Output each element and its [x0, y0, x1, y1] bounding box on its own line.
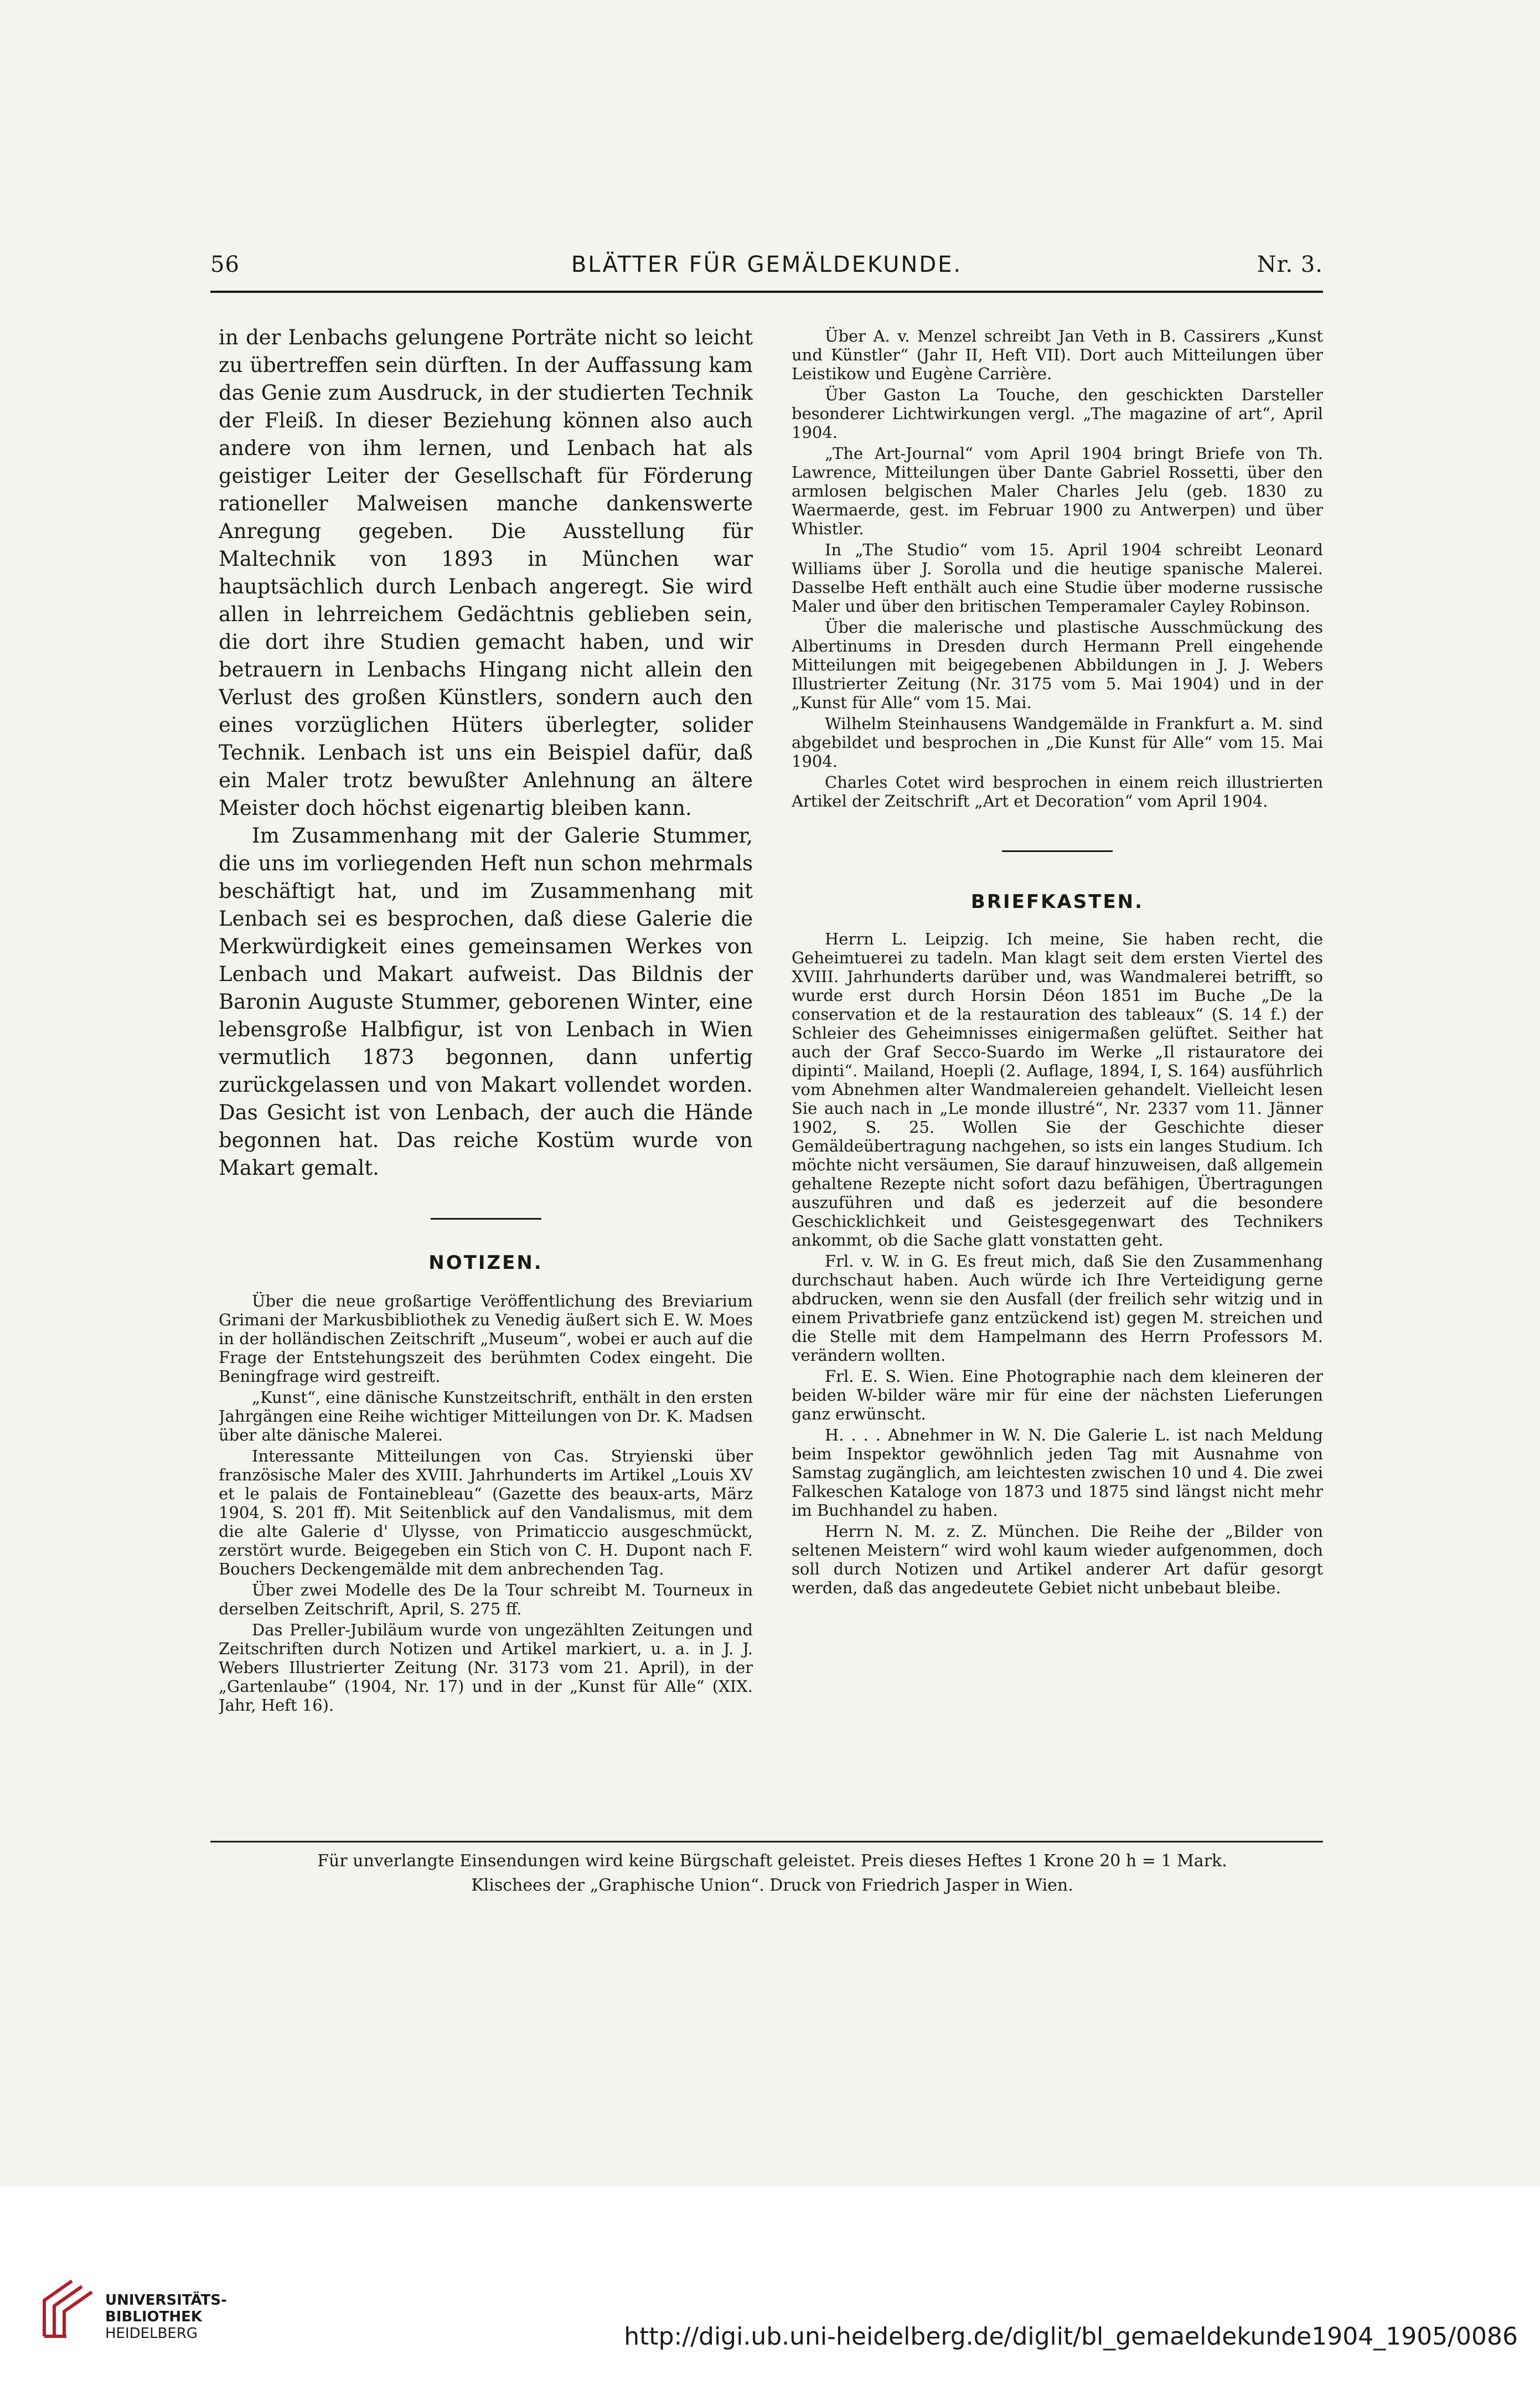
- permalink-url[interactable]: http://digi.ub.uni-heidelberg.de/diglit/bl_gemaeldekunde1904_1905/0086: [624, 2322, 1518, 2351]
- article-paragraph: Im Zusammenhang mit der Galerie Stummer, die uns im vorliegenden Heft nun schon mehrmals beschäftigt hat, und im Zusammenhang mit Lenbach sei es besprochen, daß diese Galerie die Merkwürdigkeit eines gemeinsamen Werkes von Lenbach und Makart aufweist. Das Bildnis der Baronin Auguste Stummer, geborenen Winter, eine lebensgroße Halbfigur, ist von Lenbach in Wien vermutlich 1873 begonnen, dann unfertig zurückgelassen und von Makart vollendet worden. Das Gesicht ist von Lenbach, der auch die Hände begonnen hat. Das reiche Kostüm wurde von Makart gemalt.: [219, 824, 753, 1180]
- running-header: [210, 252, 1323, 285]
- section-divider: [1002, 850, 1113, 852]
- main-article-text: [219, 324, 753, 1182]
- notiz-paragraph: Über die neue großartige Veröffentlichung des Breviarium Grimani der Markusbibliothek zu Venedig äußert sich E. W. Moes in der holländischen Zeitschrift „Museum“, wobei er auch auf die Frage der Entstehungszeit des berühmten Codex eingeht. Die Beningfrage wird gestreift.: [219, 1292, 753, 1386]
- note-paragraph: Über die malerische und plastische Ausschmückung des Albertinums in Dresden durch Hermann Prell eingehende Mitteilungen mit beigegebenen Abbildungen in J. J. Webers Illustrierter Zeitung (Nr. 3175 vom 5. Mai 1904) und in der „Kunst für Alle“ vom 15. Mai.: [792, 618, 1323, 712]
- imprint-line: Klischees der „Graphische Union“. Druck von Friedrich Jasper in Wien.: [471, 1876, 1073, 1895]
- viewer-bottom-bar: [0, 2187, 1540, 2385]
- letter-paragraph: Frl. E. S. Wien. Eine Photographie nach dem kleineren der beiden W-bilder wäre mir für eine der nächsten Lieferungen ganz erwünscht.: [792, 1367, 1323, 1423]
- library-logo-icon: [33, 2275, 100, 2342]
- library-line: HEIDELBERG: [105, 2325, 198, 2342]
- note-paragraph: Über A. v. Menzel schreibt Jan Veth in B. Cassirers „Kunst und Künstler“ (Jahr II, Heft VII). Dort auch Mitteilungen über Leistikow und Eugène Carrière.: [792, 327, 1323, 383]
- note-paragraph: In „The Studio“ vom 15. April 1904 schreibt Leonard Williams über J. Sorolla und die heutige spanische Malerei. Dasselbe Heft enthält auch eine Studie über moderne russische Maler und über den britischen Temperamaler Cayley Robinson.: [792, 540, 1323, 616]
- briefkasten-text: [792, 930, 1323, 1597]
- note-paragraph: „The Art-Journal“ vom April 1904 bringt Briefe von Th. Lawrence, Mitteilungen über Dante Gabriel Rossetti, über den armlosen belgischen Maler Charles Jelu (geb. 1830 zu Waermaerde, gest. im Februar 1900 zu Antwerpen) und über Whistler.: [792, 444, 1323, 538]
- left-column: [219, 324, 753, 1819]
- notiz-paragraph: „Kunst“, eine dänische Kunstzeitschrift, enthält in den ersten Jahrgängen eine Reihe wichtiger Mitteilungen von Dr. K. Madsen über alte dänische Malerei.: [219, 1388, 753, 1444]
- imprint-line: Für unverlangte Einsendungen wird keine Bürgschaft geleistet. Preis dieses Heftes 1 Krone 20 h = 1 Mark.: [317, 1851, 1227, 1871]
- header-rule: [210, 291, 1323, 293]
- note-paragraph: Über Gaston La Touche, den geschickten Darsteller besonderer Lichtwirkungen vergl. „The magazine of art“, April 1904.: [792, 385, 1323, 442]
- issue-number: Nr. 3.: [1257, 252, 1323, 277]
- note-paragraph: Charles Cotet wird besprochen in einem reich illustrierten Artikel der Zeitschrift „Art et Decoration“ vom April 1904.: [792, 773, 1323, 811]
- journal-title: BLÄTTER FÜR GEMÄLDEKUNDE.: [571, 252, 963, 277]
- letter-paragraph: H. . . . Abnehmer in W. N. Die Galerie L. ist nach Meldung beim Inspektor gewöhnlich jeden Tag mit Ausnahme von Samstag zugänglich, am leichtesten zwischen 10 und 4. Die zwei Falkeschen Kataloge von 1873 und 1875 sind längst nicht mehr im Buchhandel zu haben.: [792, 1426, 1323, 1520]
- notiz-paragraph: Das Preller-Jubiläum wurde von ungezählten Zeitungen und Zeitschriften durch Notizen und Artikel markiert, u. a. in J. J. Webers Illustrierter Zeitung (Nr. 3173 vom 21. April), in der „Gartenlaube“ (1904, Nr. 17) und in der „Kunst für Alle“ (XIX. Jahr, Heft 16).: [219, 1620, 753, 1715]
- notizen-title: NOTIZEN.: [428, 1252, 543, 1274]
- notiz-paragraph: Über zwei Modelle des De la Tour schreibt M. Tourneux in derselben Zeitschrift, April, S. 275 ff.: [219, 1581, 753, 1618]
- briefkasten-title: BRIEFKASTEN.: [970, 891, 1144, 913]
- library-line: BIBLIOTHEK: [105, 2309, 203, 2325]
- letter-paragraph: Frl. v. W. in G. Es freut mich, daß Sie den Zusammenhang durchschaut haben. Auch würde ich Ihre Verteidigung gerne abdrucken, wenn sie den Ausfall (der freilich sehr witzig und in einem Privatbriefe ganz entzückend ist) gegen M. streichen und die Stelle mit dem Hampelmann des Herrn Professors M. verändern wollten.: [792, 1252, 1323, 1365]
- library-line: UNIVERSITÄTS-: [105, 2292, 227, 2309]
- article-paragraph: in der Lenbachs gelungene Porträte nicht so leicht zu übertreffen sein dürften. In der Auffassung kam das Genie zum Ausdruck, in der studierten Technik der Fleiß. In dieser Beziehung können also auch andere von ihm lernen, und Lenbach hat als geistiger Leiter der Gesellschaft für Förderung rationeller Malweisen manche dankenswerte Anregung gegeben. Die Ausstellung für Maltechnik von 1893 in München war hauptsächlich durch Lenbach angeregt. Sie wird allen in lehrreichem Gedächtnis geblieben sein, die dort ihre Studien gemacht haben, und wir betrauern in Lenbachs Hingang nicht allein den Verlust des großen Künstlers, sondern auch den eines vorzüglichen Hüters überlegter, solider Technik. Lenbach ist uns ein Beispiel dafür, daß ein Maler trotz bewußter Anlehnung an ältere Meister doch höchst eigenartig bleiben kann.: [219, 326, 753, 820]
- library-name: [105, 2292, 227, 2342]
- footer-rule: [210, 1841, 1323, 1842]
- note-paragraph: Wilhelm Steinhausens Wandgemälde in Frankfurt a. M. sind abgebildet und besprochen in „Die Kunst für Alle“ vom 15. Mai 1904.: [792, 714, 1323, 771]
- letter-paragraph: Herrn N. M. z. Z. München. Die Reihe der „Bilder von seltenen Meistern“ wird wohl kaum wieder aufgenommen, doch soll durch Notizen und Artikel anderer Art dafür gesorgt werden, daß das angedeutete Gebiet nicht unbebaut bleibe.: [792, 1522, 1323, 1597]
- letter-paragraph: Herrn L. Leipzig. Ich meine, Sie haben recht, die Geheimtuerei zu tadeln. Man klagt seit dem ersten Viertel des XVIII. Jahrhunderts darüber und, was Wandmalerei betrifft, so wurde erst durch Horsin Déon 1851 im Buche „De la conservation et de la restauration des tableaux“ (S. 14 f.) der Schleier des Geheimnisses einigermaßen gelüftet. Seither hat auch der Graf Secco-Suardo im Werke „Il ristauratore dei dipinti“. Mailand, Hoepli (2. Auflage, 1894, I, S. 164) ausführlich vom Abnehmen alter Wandmalereien gehandelt. Vielleicht lesen Sie auch nach in „Le monde illustré“, Nr. 2337 vom 11. Jänner 1902, S. 25. Wollen Sie der Geschichte dieser Gemäldeübertragung nachgehen, so ists ein langes Studium. Ich möchte nicht versäumen, Sie darauf hinzuweisen, daß allgemein gehaltene Rezepte nicht sofort dazu befähigen, Übertragungen auszuführen und daß es jederzeit auf die besondere Geschicklichkeit und Geistesgegenwart des Technikers ankommt, ob die Sache glatt vonstatten geht.: [792, 930, 1323, 1250]
- notiz-paragraph: Interessante Mitteilungen von Cas. Stryienski über französische Maler des XVIII. Jahrhunderts im Artikel „Louis XV et le palais de Fontainebleau“ (Gazette des beaux-arts, März 1904, S. 201 ff). Mit Seitenblick auf den Vandalismus, mit dem die alte Galerie d' Ulysse, von Primaticcio ausgeschmückt, zerstört wurde. Beigegeben ein Stich von C. H. Dupont nach F. Bouchers Deckengemälde mit dem anbrechenden Tag.: [219, 1447, 753, 1578]
- imprint-footer: [219, 1849, 1326, 1898]
- notizen-text: [219, 1292, 753, 1715]
- notes-continued: [792, 327, 1323, 811]
- right-column: [792, 327, 1323, 1832]
- section-divider: [431, 1218, 541, 1220]
- page-number: 56: [210, 252, 240, 277]
